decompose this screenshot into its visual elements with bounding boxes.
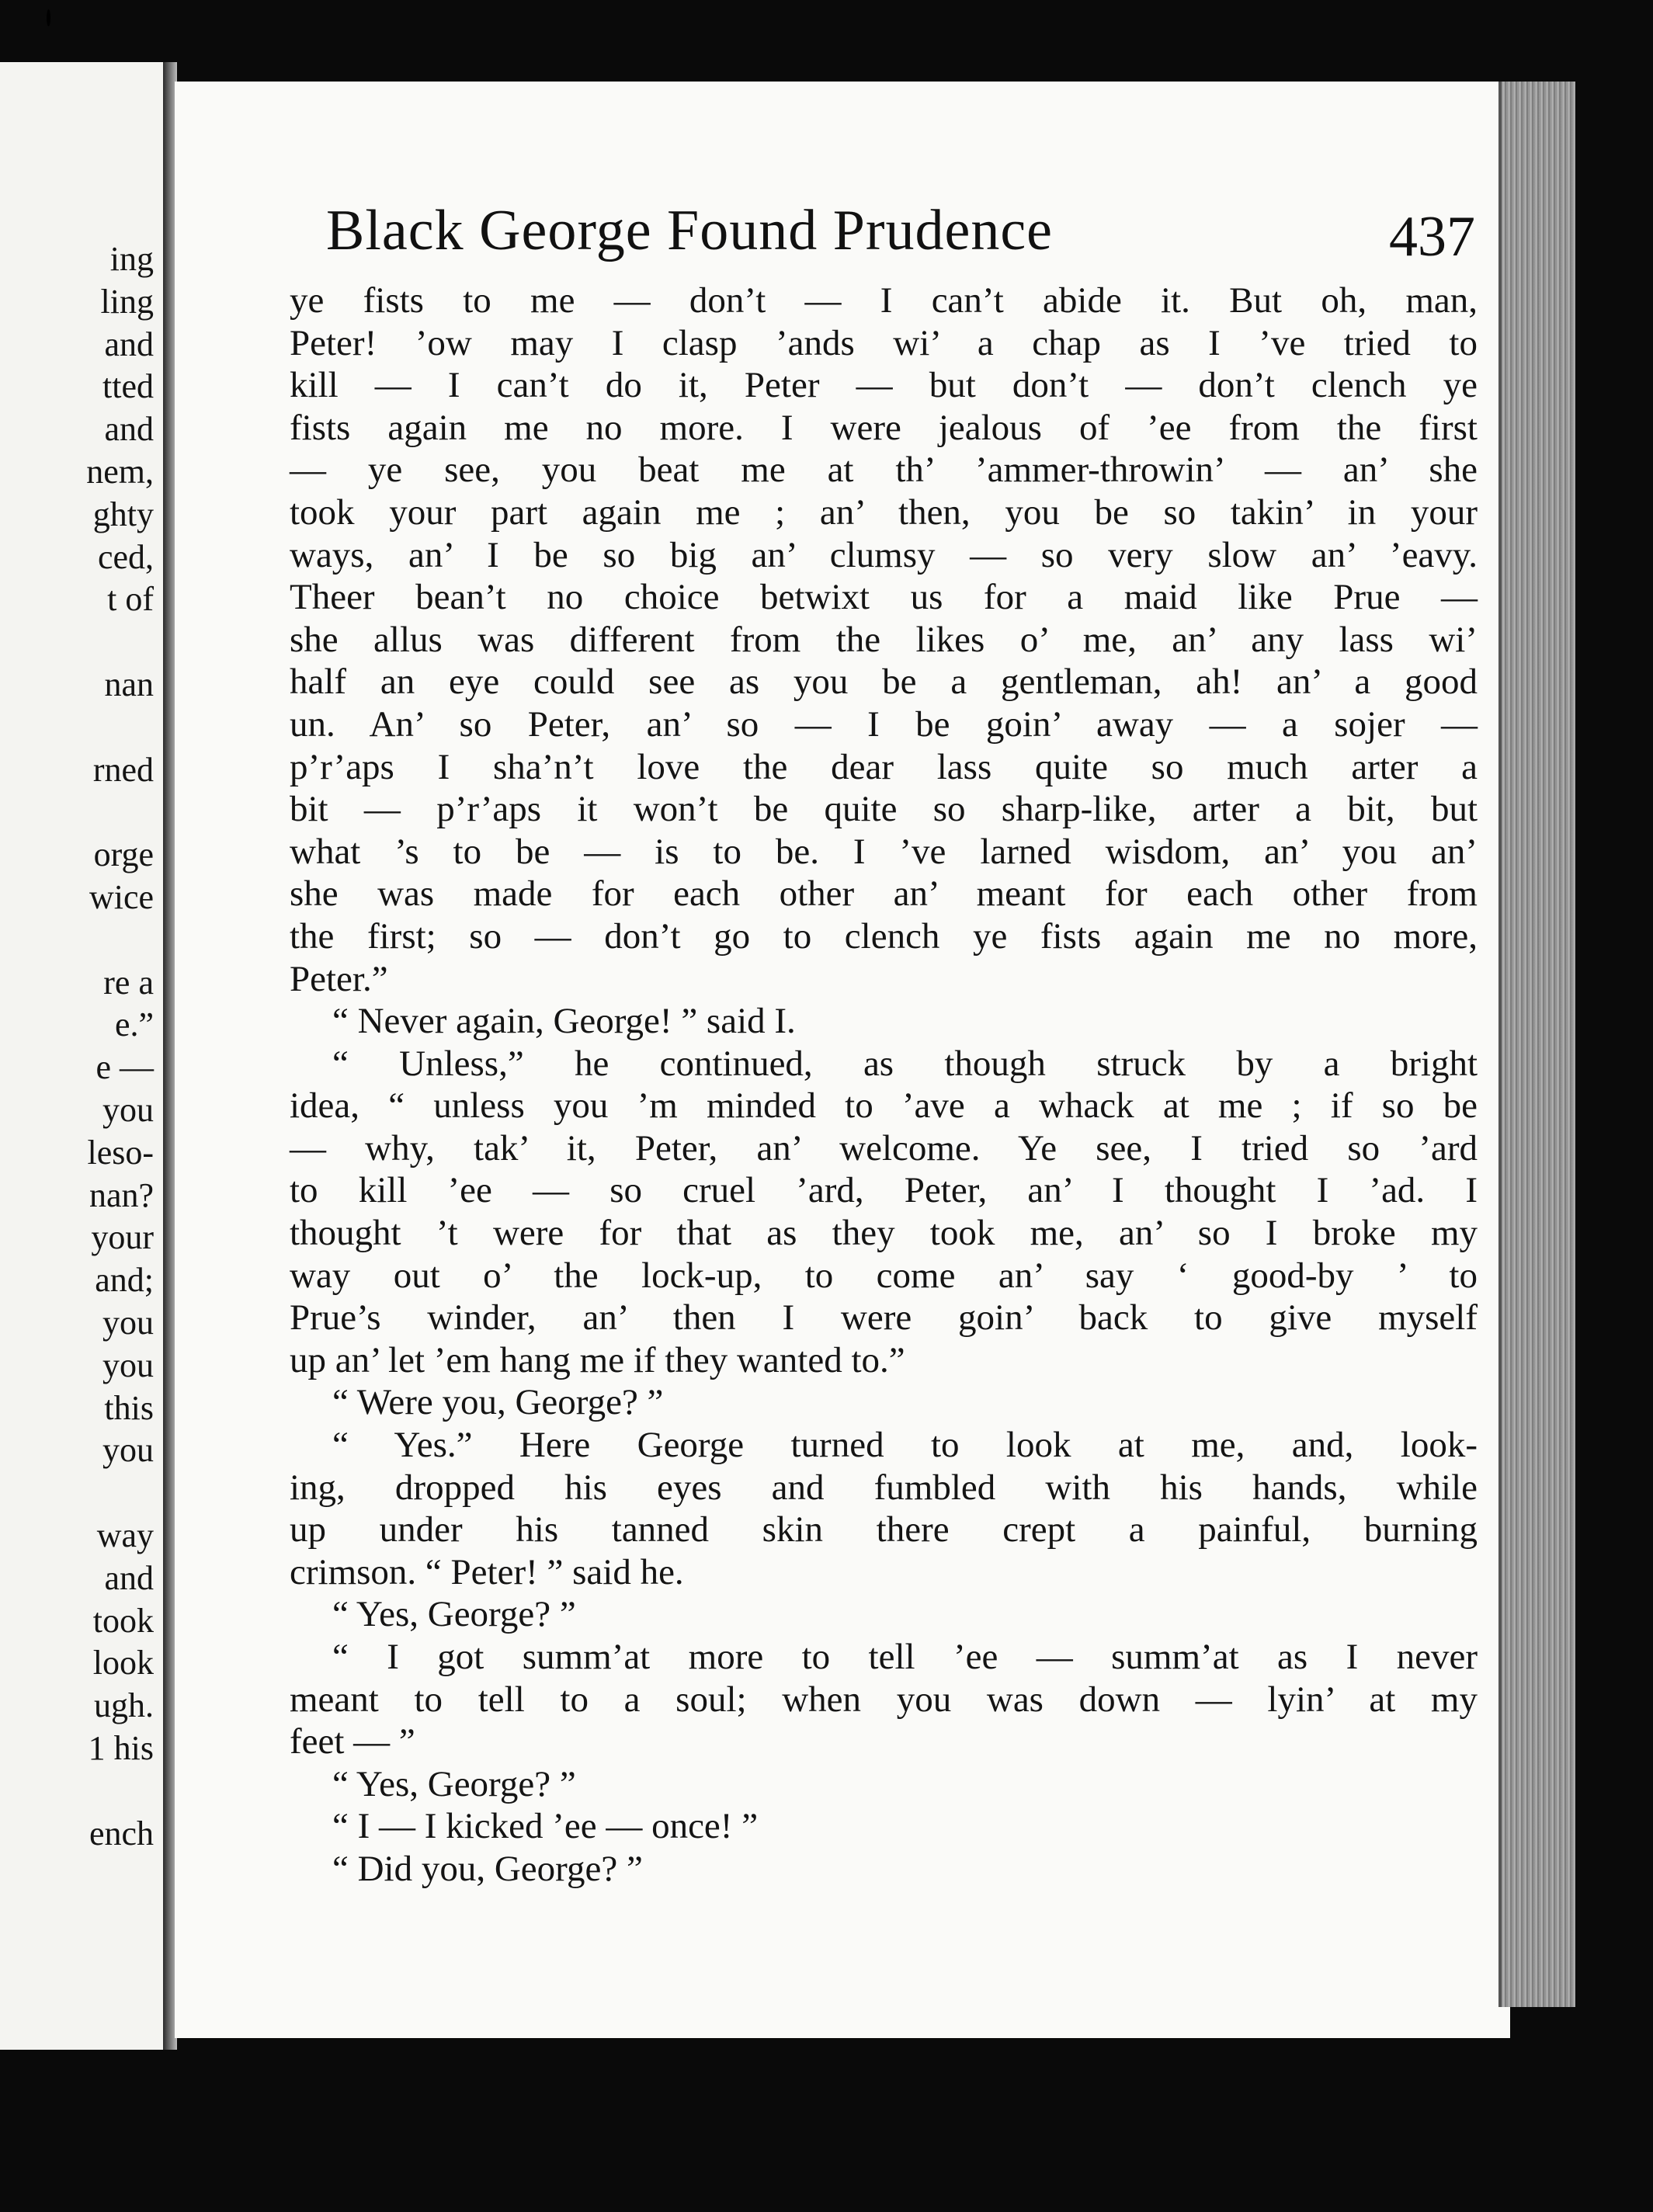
facing-page-line-fragment: and bbox=[104, 325, 154, 363]
facing-page-line-fragment: your bbox=[91, 1218, 154, 1257]
text-line: “ I got summ’at more to tell ’ee — summ’at as I never bbox=[332, 1637, 1478, 1677]
running-head: Black George Found Prudence bbox=[326, 199, 1054, 262]
facing-page-line-fragment: rned bbox=[92, 750, 154, 789]
facing-page-line-fragment: ugh. bbox=[94, 1686, 154, 1725]
text-line: “ Did you, George? ” bbox=[332, 1848, 643, 1889]
text-line: ing, dropped his eyes and fumbled with his hands, while bbox=[290, 1467, 1478, 1508]
text-line: “ Yes, George? ” bbox=[332, 1763, 576, 1804]
page-edges bbox=[1498, 82, 1575, 2007]
facing-page-line-fragment: nan bbox=[104, 665, 154, 703]
text-line: half an eye could see as you be a gentleman, ah! an’ a good bbox=[290, 662, 1478, 703]
facing-page-line-fragment: e.” bbox=[114, 1005, 154, 1044]
text-line: “ Yes.” Here George turned to look at me, and, look- bbox=[332, 1425, 1478, 1466]
facing-page-line-fragment: you bbox=[102, 1304, 154, 1342]
text-line: — why, tak’ it, Peter, an’ welcome. Ye see, I tried so ’ard bbox=[290, 1127, 1478, 1169]
facing-page-line-fragment: leso- bbox=[87, 1133, 154, 1172]
text-line: what ’s to be — is to be. I ’ve larned wisdom, an’ you an’ bbox=[290, 831, 1478, 872]
text-line: way out o’ the lock-up, to come an’ say ‘ good-by ’ to bbox=[290, 1255, 1478, 1296]
facing-page-line-fragment: t of bbox=[107, 580, 154, 619]
facing-page-line-fragment: look bbox=[92, 1644, 154, 1682]
text-line: idea, “ unless you ’m minded to ’ave a whack at me ; if so be bbox=[290, 1085, 1478, 1127]
text-line: “ I — I kicked ’ee — once! ” bbox=[332, 1806, 759, 1847]
text-line: fists again me no more. I were jealous of ’ee from the first bbox=[290, 407, 1478, 448]
text-line: “ Were you, George? ” bbox=[332, 1382, 664, 1423]
book-page bbox=[175, 82, 1510, 2038]
text-line: Peter! ’ow may I clasp ’ands wi’ a chap as I ’ve tried to bbox=[290, 322, 1478, 363]
facing-page-line-fragment: ling bbox=[100, 282, 154, 321]
page-number: 437 bbox=[1389, 205, 1475, 269]
facing-page-line-fragment: orge bbox=[93, 835, 154, 874]
facing-page-line-fragment: ghty bbox=[92, 495, 154, 533]
facing-page-line-fragment: ench bbox=[89, 1814, 154, 1853]
facing-page-line-fragment: ced, bbox=[97, 537, 154, 576]
facing-page-line-fragment: re a bbox=[103, 963, 154, 1002]
text-line: took your part again me ; an’ then, you be so takin’ in your bbox=[290, 491, 1478, 533]
facing-page-line-fragment: tted bbox=[102, 367, 154, 406]
text-line: bit — p’r’aps it won’t be quite so sharp-like, arter a bit, but bbox=[290, 789, 1478, 830]
facing-page-line-fragment: 1 his bbox=[88, 1729, 154, 1767]
text-line: ways, an’ I be so big an’ clumsy — so very slow an’ ’eavy. bbox=[290, 534, 1478, 575]
text-line: Theer bean’t no choice betwixt us for a maid like Prue — bbox=[290, 577, 1478, 618]
text-line: she was made for each other an’ meant for each other from bbox=[290, 873, 1478, 915]
text-line: she allus was different from the likes o’ me, an’ any lass wi’ bbox=[290, 619, 1478, 660]
facing-page-line-fragment: nan? bbox=[89, 1175, 154, 1214]
text-line: crimson. “ Peter! ” said he. bbox=[290, 1551, 684, 1592]
facing-page-line-fragment: and bbox=[104, 410, 154, 449]
text-line: the first; so — don’t go to clench ye fists again me no more, bbox=[290, 915, 1478, 957]
facing-page-line-fragment: e — bbox=[95, 1048, 154, 1087]
text-line: feet — ” bbox=[290, 1721, 415, 1762]
text-line: Peter.” bbox=[290, 958, 388, 999]
page-header bbox=[326, 198, 1475, 283]
facing-page-line-fragment: way bbox=[96, 1516, 154, 1554]
text-line: ye fists to me — don’t — I can’t abide it. But oh, man, bbox=[290, 280, 1478, 321]
facing-page-line-fragment: this bbox=[104, 1388, 154, 1427]
text-line: un. An’ so Peter, an’ so — I be goin’ away — a sojer — bbox=[290, 703, 1478, 745]
text-line: to kill ’ee — so cruel ’ard, Peter, an’ I thought I ’ad. I bbox=[290, 1170, 1478, 1211]
text-line: meant to tell to a soul; when you was down — lyin’ at my bbox=[290, 1679, 1478, 1720]
facing-page-line-fragment: ing bbox=[109, 240, 154, 278]
text-line: “ Unless,” he continued, as though struck by a bright bbox=[332, 1043, 1478, 1084]
text-line: up under his tanned skin there crept a painful, burning bbox=[290, 1509, 1478, 1550]
facing-page-fragment bbox=[0, 62, 165, 2050]
text-line: kill — I can’t do it, Peter — but don’t — don’t clench ye bbox=[290, 365, 1478, 406]
facing-page-line-fragment: nem, bbox=[86, 453, 154, 491]
text-line: “ Yes, George? ” bbox=[332, 1594, 576, 1635]
facing-page-line-fragment: wice bbox=[89, 878, 154, 916]
text-line: thought ’t were for that as they took me, an’ so I broke my bbox=[290, 1213, 1478, 1254]
speck bbox=[47, 9, 50, 26]
text-line: “ Never again, George! ” said I. bbox=[332, 1001, 796, 1042]
facing-page-line-fragment: and; bbox=[95, 1261, 154, 1300]
facing-page-line-fragment: took bbox=[92, 1601, 154, 1640]
facing-page-line-fragment: you bbox=[102, 1091, 154, 1129]
text-line: up an’ let ’em hang me if they wanted to.” bbox=[290, 1339, 905, 1380]
text-line: Prue’s winder, an’ then I were goin’ back to give myself bbox=[290, 1297, 1478, 1339]
facing-page-line-fragment: you bbox=[102, 1346, 154, 1384]
body-text bbox=[290, 280, 1478, 1891]
facing-page-line-fragment: you bbox=[102, 1431, 154, 1470]
facing-page-line-fragment: and bbox=[104, 1558, 154, 1597]
text-line: p’r’aps I sha’n’t love the dear lass quite so much arter a bbox=[290, 746, 1478, 787]
text-line: — ye see, you beat me at th’ ’ammer-throwin’ — an’ she bbox=[290, 450, 1478, 491]
